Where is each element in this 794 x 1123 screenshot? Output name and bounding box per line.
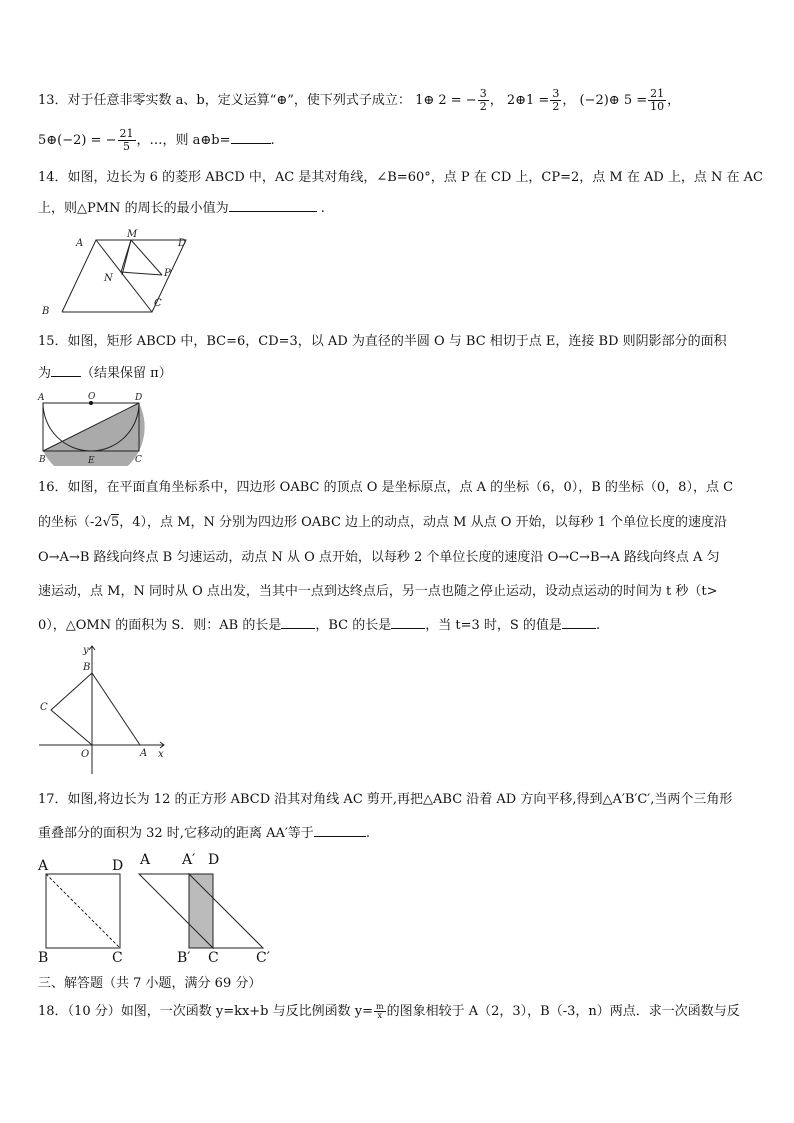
q14-line1: 14．如图，边长为 6 的菱形 ABCD 中，AC 是其对角线，∠B=60°，点 P 在 CD 上，CP=2，点 M 在 AD 上，点 N 在 AC — [38, 170, 764, 185]
label-b-prime: B′ — [177, 950, 191, 966]
label-c: C — [112, 950, 123, 966]
answer-blank[interactable] — [391, 616, 425, 629]
answer-blank[interactable] — [229, 199, 317, 212]
label-a: A — [76, 238, 84, 249]
q13-eq1: 1⊕ 2 = − $\frac{3}{2}$ ， — [415, 87, 503, 113]
label-c-prime: C′ — [256, 950, 270, 966]
label-d: D — [112, 858, 124, 874]
q13-eq2: 2⊕1 = $\frac{3}{2}$ ， — [506, 87, 576, 113]
q16-line5: 0），△OMN 的面积为 S．则：AB 的长是 ，BC 的长是 ，当 t=3 时，S 的值是 . — [38, 618, 601, 633]
answer-blank[interactable] — [231, 131, 271, 144]
label-y: y — [83, 645, 89, 656]
segment-np — [121, 272, 162, 275]
label-e: E — [88, 456, 95, 466]
rectangle-semicircle-figure — [36, 390, 148, 466]
section-heading: 三、解答题（共 7 小题，满分 69 分） — [38, 976, 262, 991]
label-a: A — [140, 748, 148, 759]
q15-line1: 15．如图，矩形 ABCD 中，BC=6，CD=3，以 AD 为直径的半圆 O 与 BC 相切于点 E，连接 BD 则阴影部分的面积 — [38, 334, 727, 349]
fraction: $\frac{21}{5}$ — [119, 127, 134, 153]
q14-line2: 上，则△PMN 的周长的最小值为 . — [38, 201, 325, 216]
label-c2: C — [208, 950, 219, 966]
label-b: B — [83, 662, 91, 673]
label-c: C — [40, 702, 48, 713]
fraction: $\frac{3}{2}$ — [552, 87, 560, 113]
answer-blank[interactable] — [51, 364, 81, 377]
label-d2: D — [208, 852, 220, 868]
answer-blank[interactable] — [281, 616, 315, 629]
label-c: C — [135, 455, 142, 465]
answer-blank[interactable] — [314, 824, 366, 837]
label-p: P — [164, 268, 171, 279]
label-n: N — [104, 273, 113, 284]
label-b: B — [38, 950, 49, 966]
q16-line3: O→A→B 路线向终点 B 匀速运动，动点 N 从 O 点开始，以每秒 2 个单位长度的速度沿 O→C→B→A 路线向终点 A 匀 — [38, 550, 720, 565]
q16-line2: 的坐标（-2√5，4），点 M，N 分别为四边形 OABC 边上的动点，动点 M 从点 O 开始，以每秒 1 个单位长度的速度沿 — [38, 515, 728, 530]
q16-line4: 速运动，点 M，N 同时从 O 点出发，当其中一点到达终点后，另一点也随之停止运动，设动点运动的时间为 t 秒（t> — [38, 584, 718, 599]
label-a: A — [38, 393, 45, 403]
segment-mp — [131, 240, 162, 275]
dashed-diagonal-ac — [46, 874, 120, 948]
label-d: D — [178, 238, 187, 249]
fraction: $\frac{3}{2}$ — [479, 87, 487, 113]
q13-intro: 13．对于任意非零实数 a、b，定义运算“⊕”，使下列式子成立： — [38, 93, 411, 108]
coordinate-figure — [36, 640, 170, 776]
label-m: M — [127, 229, 138, 240]
label-a2: A — [140, 852, 151, 868]
sqrt-radical: √5 — [102, 515, 120, 530]
q15-line2: 为 （结果保留 π） — [38, 366, 172, 381]
q16-line1: 16．如图，在平面直角坐标系中，四边形 OABC 的顶点 O 是坐标原点，点 A 的坐标（6，0），B 的坐标（0，8），点 C — [38, 480, 734, 495]
label-d: D — [135, 393, 143, 403]
segment-m-extra — [122, 240, 131, 275]
q18-line1: 18．（10 分）如图，一次函数 y=kx+b 与反比例函数 y= $\frac{m}{x}$ 的图象相较于 A（2，3），B（-3，n）两点．求一次函数与反 — [38, 1002, 740, 1020]
overlap-shaded-region — [189, 874, 213, 948]
label-x: x — [158, 749, 164, 760]
quadrilateral-oabc — [51, 673, 140, 745]
q17-line2: 重叠部分的面积为 32 时,它移动的距离 AA′等于 . — [38, 826, 370, 841]
rhombus-figure — [36, 226, 196, 318]
q13-eq3: (−2)⊕ 5 = $\frac{21}{10}$ ， — [579, 87, 681, 113]
label-o: O — [81, 749, 90, 760]
label-c: C — [154, 298, 162, 309]
q13-line1 — [38, 88, 680, 113]
square-translation-figure — [36, 850, 276, 966]
answer-blank[interactable] — [562, 616, 596, 629]
label-a: A — [38, 858, 49, 874]
label-o: O — [88, 392, 96, 402]
fraction: $\frac{21}{10}$ — [650, 87, 665, 113]
fraction: $\frac{m}{x}$ — [376, 1002, 384, 1020]
q17-line1: 17．如图,将边长为 12 的正方形 ABCD 沿其对角线 AC 剪开,再把△ABC 沿着 AD 方向平移,得到△A′B′C′,当两个三角形 — [38, 792, 733, 807]
label-a-prime: A′ — [182, 852, 196, 868]
label-b: B — [42, 306, 50, 317]
label-b: B — [39, 455, 46, 465]
q13-line2: 5⊕(−2) = − $\frac{21}{5}$ ，…，则 a⊕b= . — [38, 127, 275, 153]
